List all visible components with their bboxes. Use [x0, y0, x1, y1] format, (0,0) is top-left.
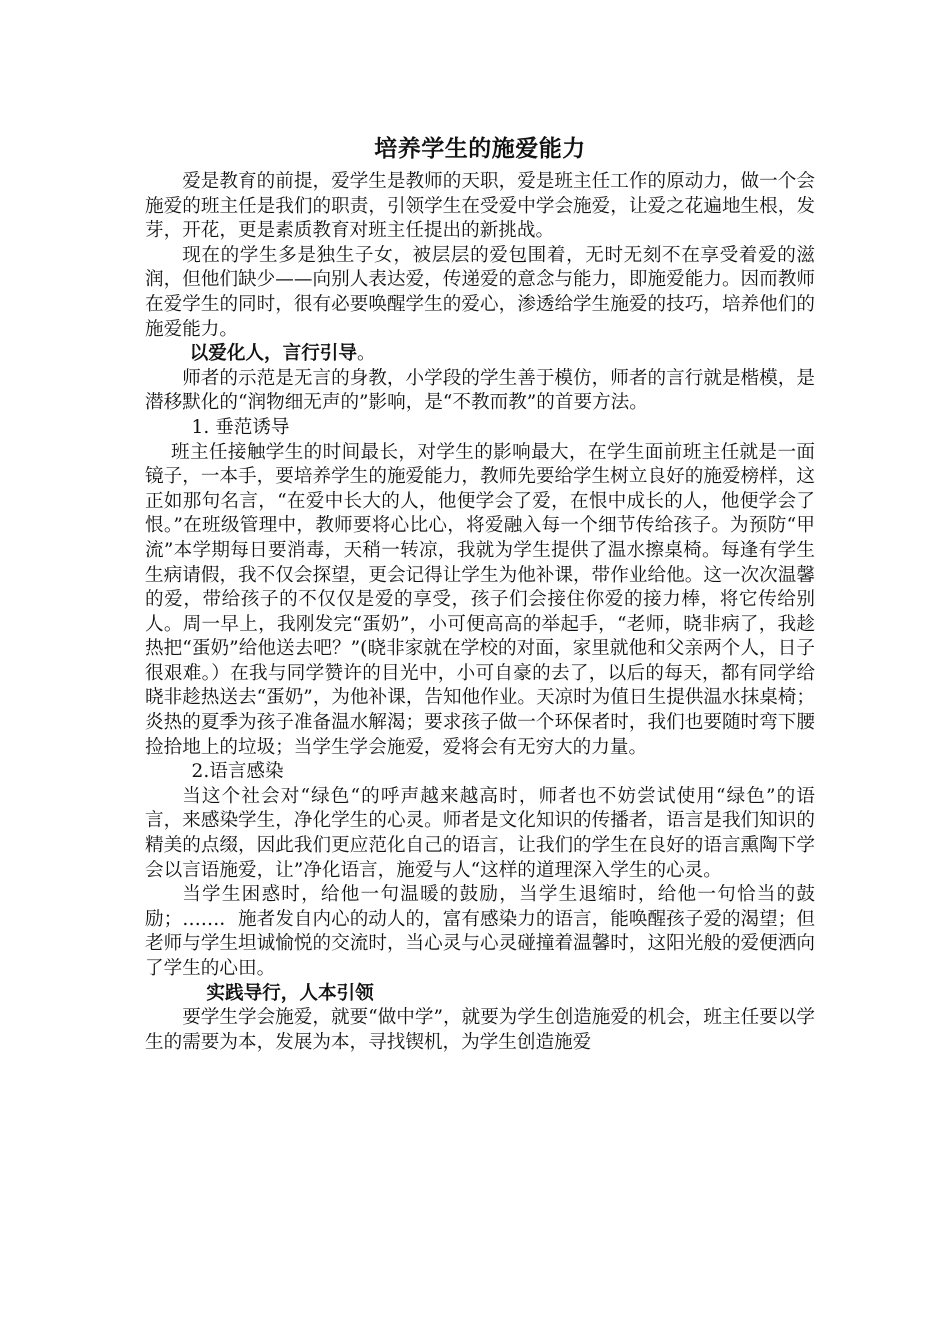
subsection-heading-2: 2.语言感染	[191, 761, 284, 783]
document-page	[145, 132, 815, 1055]
section-heading-2: 实践导行，人本引领	[206, 982, 374, 1004]
section-heading-1-text: 以爱化人，言行引导	[189, 343, 357, 365]
subsection-heading-1: 1. 垂范诱导	[191, 416, 290, 438]
section-heading-1	[145, 342, 815, 367]
paragraph-encouragement: 当学生困惑时，给他一句温暖的鼓励，当学生退缩时，给他一句恰当的鼓励；……．施者发自内心的动人的，富有感染力的语言，能唤醒孩子爱的渴望；但老师与学生坦诚愉悦的交流时，当心灵与心灵碰撞着温馨时，这阳光般的爱便洒向了学生的心田。	[145, 884, 815, 979]
paragraph-practice: 要学生学会施爱，就要“做中学”，就要为学生创造施爱的机会，班主任要以学生的需要为本，发展为本，寻找锲机，为学生创造施爱	[145, 1007, 815, 1053]
section-heading-1-tail: 。	[356, 343, 376, 365]
paragraph-role-model: 班主任接触学生的时间最长，对学生的影响最大，在学生面前班主任就是一面镜子，一本手，要培养学生的施爱能力，教师先要给学生树立良好的施爱榜样，这正如那句名言，“在爱中长大的人，他便学会了爱，在恨中成长的人，他便学会了恨。”在班级管理中，教师要将心比心，将爱融入每一个细节传给孩子。为预防“甲流”本学期每日要消毒，天稍一转凉，我就为学生提供了温水擦桌椅。每逢有学生生病请假，我不仅会探望，更会记得让学生为他补课，带作业给他。这一次次温馨的爱，带给孩子的不仅仅是爱的享受，孩子们会接住你爱的接力棒，将它传给别人。周一早上，我刚发完“蛋奶”，小可便高高的举起手，“老师，晓非病了，我趁热把“蛋奶”给他送去吧？”(晓非家就在学校的对面，家里就他和父亲两个人，日子很艰难。）在我与同学赞许的目光中，小可自豪的去了，以后的每天，都有同学给晓非趁热送去“蛋奶”，为他补课，告知他作业。天凉时为值日生提供温水抹桌椅；炎热的夏季为孩子准备温水解渴；要求孩子做一个环保者时，我们也要随时弯下腰捡拾地上的垃圾；当学生学会施爱，爱将会有无穷大的力量。	[145, 441, 815, 758]
paragraph-intro: 爱是教育的前提，爱学生是教师的天职，爱是班主任工作的原动力，做一个会施爱的班主任是我们的职责，引领学生在受爱中学会施爱，让爱之花遍地生根，发芽，开花，更是素质教育对班主任提出的新挑战。	[145, 171, 815, 242]
paragraph-language: 当这个社会对“绿色“的呼声越来越高时，师者也不妨尝试使用“绿色”的语言，来感染学生，净化学生的心灵。师者是文化知识的传播者，语言是我们知识的精美的点缀，因此我们更应范化自己的语言，让我们的学生在良好的语言熏陶下学会以言语施爱，让”净化语言，施爱与人“这样的道理深入学生的心灵。	[145, 785, 815, 881]
paragraph-example: 师者的示范是无言的身教，小学段的学生善于模仿，师者的言行就是楷模，是潜移默化的“润物细无声的”影响，是“不教而教”的首要方法。	[145, 367, 815, 414]
document-title: 培养学生的施爱能力	[374, 135, 586, 162]
paragraph-background: 现在的学生多是独生子女，被层层的爱包围着，无时无刻不在享受着爱的滋润，但他们缺少——向别人表达爱，传递爱的意念与能力，即施爱能力。因而教师在爱学生的同时，很有必要唤醒学生的爱心，渗透给学生施爱的技巧，培养他们的施爱能力。	[145, 244, 815, 340]
